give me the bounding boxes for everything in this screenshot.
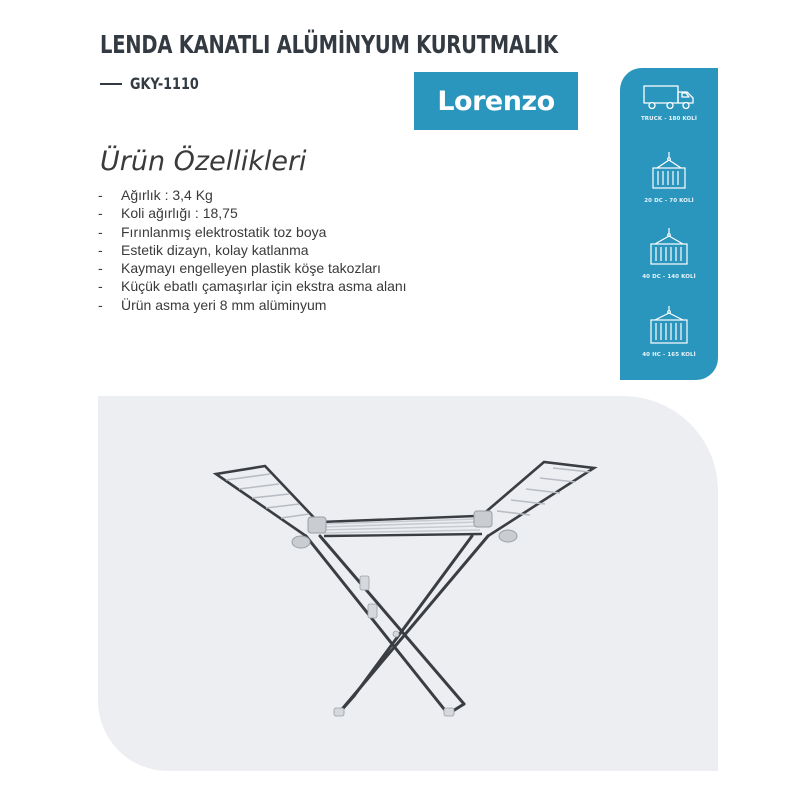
bullet: - — [98, 278, 103, 295]
shipping-label: 20 DC - 70 KOLİ — [644, 198, 694, 204]
shipping-item-20dc — [620, 150, 718, 204]
shipping-label: 40 HC - 165 KOLİ — [642, 352, 696, 358]
container-icon — [645, 226, 693, 270]
bullet: - — [98, 187, 103, 203]
model-divider — [100, 83, 122, 85]
product-title: LENDA KANATLI ALÜMİNYUM KURUTMALIK — [100, 30, 558, 59]
bullet: - — [98, 223, 103, 240]
list-item: - Ürün asma yeri 8 mm alüminyum — [98, 296, 327, 313]
list-item: - Koli ağırlığı : 18,75 — [98, 205, 238, 222]
brand-logo — [414, 72, 578, 130]
container-icon — [645, 150, 693, 194]
list-item: - Küçük ebatlı çamaşırlar için ekstra asma alanı — [98, 278, 407, 295]
brand-logo-text: Lorenzo — [437, 85, 555, 117]
product-photo — [98, 396, 718, 771]
model-code: GKY-1110 — [130, 74, 199, 93]
bullet: - — [98, 205, 103, 222]
container-icon — [645, 304, 693, 348]
truck-icon — [642, 82, 696, 112]
list-item: - Kaymayı engelleyen plastik köşe takozları — [98, 260, 381, 277]
shipping-panel — [620, 68, 718, 380]
model-row — [100, 74, 216, 93]
shipping-item-40dc — [620, 226, 718, 280]
bullet: - — [98, 296, 103, 313]
shipping-label: 40 DC - 140 KOLİ — [642, 274, 696, 280]
bullet: - — [98, 241, 103, 258]
shipping-label: TRUCK - 180 KOLİ — [640, 116, 698, 122]
bullet: - — [98, 260, 103, 277]
features-list — [98, 186, 407, 314]
list-item: - Estetik dizayn, kolay katlanma — [98, 241, 309, 258]
shipping-item-truck — [620, 82, 718, 122]
features-heading: Ürün Özellikleri — [100, 146, 307, 177]
list-item: - Fırınlanmış elektrostatik toz boya — [98, 223, 327, 240]
photo-background — [98, 396, 718, 771]
shipping-item-40hc — [620, 304, 718, 358]
list-item: - Ağırlık : 3,4 Kg — [98, 187, 213, 203]
